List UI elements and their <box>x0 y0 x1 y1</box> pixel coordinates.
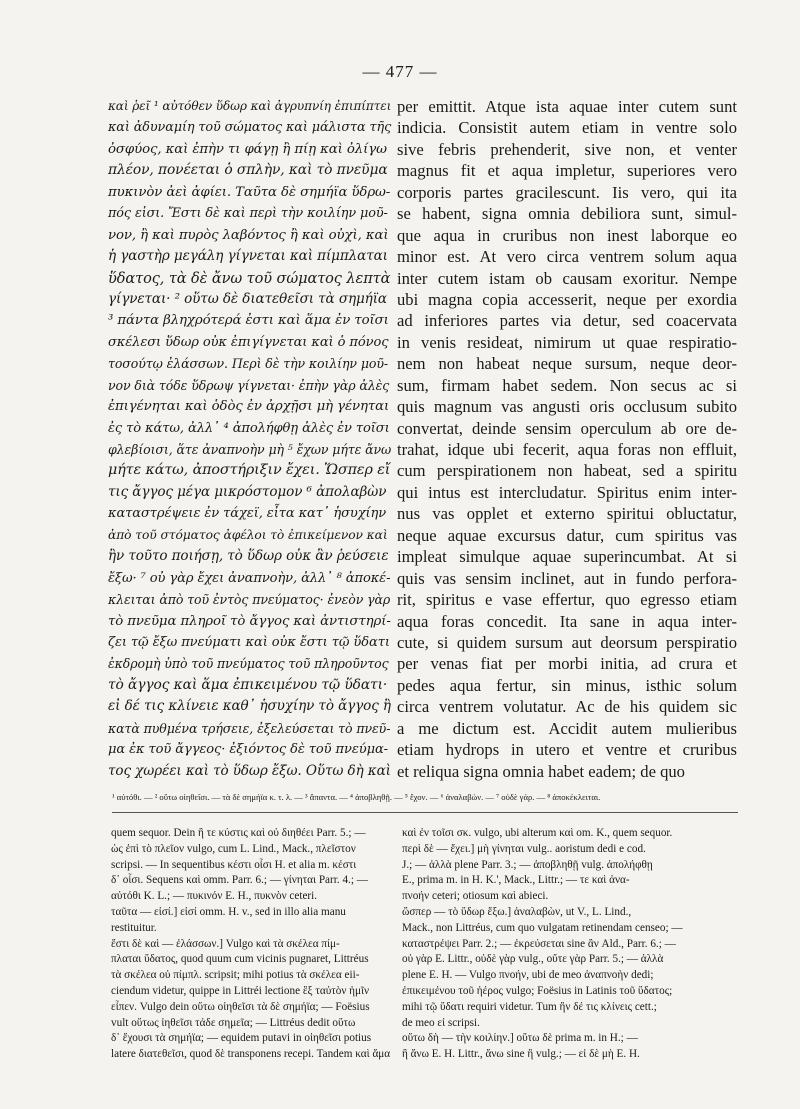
latin-text-line: cum perspirationem non habeat, sed a spiritu <box>397 461 737 481</box>
apparatus-line: οὕτω δὴ — τὴν κοιλίην.] οὕτω δὲ prima m. in H.; — <box>402 1032 638 1045</box>
latin-text-line: aqua foras concedit. Ita sane in aqua inter- <box>397 611 737 631</box>
greek-text-line: ³ πάντα βληχρότερά ἐστι καὶ ἅμα ἐν τοῖσι <box>108 313 389 329</box>
greek-text-line: μα ἐκ τοῦ ἄγγεος· ἐξιόντος δὲ τοῦ πνεύμα- <box>108 742 388 758</box>
latin-text-line: ubi magna copia accesserit, neque per exordia <box>397 289 737 309</box>
apparatus-line: Mack., non Littréus, cum quo vulgatam retinendam censeo; — <box>402 921 683 934</box>
apparatus-line: οὐ γὰρ E. Littr., οὐδὲ γὰρ vulg., οὔτε γὰρ Parr. 5.; — ἀλλὰ <box>402 953 664 966</box>
greek-text-line: κατὰ πυθμένα τρήσειε, ἐξελεύσεται τὸ πνεῦ- <box>108 720 391 736</box>
latin-text-line: inter cutem istam ob causam exoritur. Nempe <box>397 268 737 288</box>
greek-text-line: ὀσφύος, καὶ ἐπὴν τι φάγῃ ἢ πίῃ καὶ ὀλίγω <box>108 141 387 157</box>
apparatus-line: πνοήν ceteri; otiosum καὶ abieci. <box>402 890 549 903</box>
latin-text-line: per venas fiat per morbi initia, ad crura et <box>397 654 737 674</box>
latin-text-line: circa ventrem volutatur. Ac de his quidem sic <box>397 697 737 717</box>
apparatus-line: de meo εἰ scripsi. <box>402 1016 480 1029</box>
greek-text-line: ἔξω· ⁷ οὐ γὰρ ἔχει ἀναπνοὴν, ἀλλ᾽ ⁸ ἀποκέ- <box>108 570 391 586</box>
apparatus-line: scripsi. — In sequentibus κέστι οἷσι H. et alia m. κέστι <box>111 858 357 871</box>
apparatus-line: ταῦτα — εἰσί.] εἰσί omm. H. v., sed in illo alia manu <box>111 905 346 918</box>
apparatus-line: plene E. H. — Vulgo πνοήν, ubi de meo ἀναπνοὴν dedi; <box>402 969 654 982</box>
greek-text-line: τοσούτῳ ἐλάσσων. Περὶ δὲ τὴν κοιλίην μοῦ- <box>108 356 389 372</box>
footnote-divider <box>112 812 738 813</box>
apparatus-line: restituitur. <box>111 921 157 934</box>
greek-text-line: καὶ ῥεῖ ¹ αὐτόθεν ὕδωρ καὶ ἀγρυπνίη ἐπιπίπτει <box>108 99 392 113</box>
apparatus-line: vult οὕτως ἰηθεῖσι τάδε σημεῖα; — Littréus dedit οὕτω <box>111 1016 356 1029</box>
latin-text-line: pedes aqua fertur, sin minus, isthic solum <box>397 675 737 695</box>
apparatus-line: ἢ ἄνω E. H. Littr., ἄνω sine ἢ vulg.; — εἰ δὲ μὴ E. H. <box>402 1048 640 1061</box>
apparatus-line: αὐτόθι K. L.; — πυκινόν E. H., πυκνὸν ceteri. <box>111 890 318 903</box>
apparatus-line: δ᾽ οἷσι. Sequens καὶ omm. Parr. 6.; — γίνηται Parr. 4.; — <box>111 874 368 887</box>
greek-text-line: ἀπὸ τοῦ στόματος ἀφέλοι τὸ ἐπικείμενον καὶ <box>108 527 388 542</box>
latin-text-line: minor est. At vero circa ventrem solum aqua <box>397 247 737 267</box>
greek-text-line: ἐς τὸ κάτω, ἀλλ᾽ ⁴ ἀπολήφθῃ ἀλὲς ἐν τοῖσι <box>108 420 390 436</box>
latin-text-line: in venis resideat, nimirum ut quae respiratio- <box>397 332 737 352</box>
greek-text-line: πός εἰσι. Ἔστι δὲ καὶ περὶ τὴν κοιλίην μοῦ- <box>108 206 388 222</box>
apparatus-line: ὡς ἐπὶ τὸ πλεῖον vulgo, cum L. Lind., Mack., πλεῖστον <box>111 842 356 855</box>
apparatus-left-column <box>111 826 395 1063</box>
latin-text-line: indicia. Consistit autem etiam in ventre solo <box>397 118 737 138</box>
greek-text-line: καταστρέψειε ἐν τάχεϊ, εἶτα κατ᾽ ἡσυχίην <box>108 506 387 522</box>
greek-text-line: εἰ δέ τις κλίνειε καθ᾽ ἡσυχίην τὸ ἄγγος ἢ <box>108 698 391 715</box>
greek-text-line: ἐκδρομὴ ὑπὸ τοῦ πνεύματος τοῦ πληροῦντος <box>108 656 389 672</box>
apparatus-line: καταστρέψει Parr. 2.; — ἐκρεύσεται sine ἂν Ald., Parr. 6.; — <box>402 937 676 950</box>
latin-text-line: rit, spiritus e vase effertur, quo egresso etiam <box>397 590 737 610</box>
apparatus-line: περὶ δὲ — ἔχει.] μὴ γίνηται vulg.. aoristum dedi e cod. <box>402 842 646 855</box>
latin-text-line: convertat, deinde sensim operculum ab ore de- <box>397 418 737 438</box>
greek-text-line: ζει τῷ ἔξω πνεύματι καὶ οὐκ ἔστι τῷ ὕδατι <box>108 634 390 650</box>
latin-text-line: neque aquae excursus datur, cum spiritus vas <box>397 525 737 545</box>
apparatus-right-column <box>402 826 738 1063</box>
apparatus-line: δ᾽ ἔχουσι τὰ σημήϊα; — equidem putavi in οἰηθεῖσι potius <box>111 1032 372 1045</box>
apparatus-line: εἶπεν. Vulgo dein οὕτω οἰηθεῖσι τὰ δὲ σημήϊα; — Foësius <box>111 1000 370 1013</box>
latin-text-line: per emittit. Atque ista aquae inter cutem sunt <box>397 97 737 116</box>
greek-text-line: τος χωρέει καὶ τὸ ὕδωρ ἔξω. Οὕτω δὴ καὶ <box>108 762 391 779</box>
apparatus-line: E., prima m. in H. K.', Mack., Littr.; — τε καὶ ἀνα- <box>402 874 630 887</box>
apparatus-line: τὰ σκέλεα οὐ πίμπλ. scripsit; mihi potius τὰ σκέλεα eii- <box>111 969 360 982</box>
greek-text-line: τὸ ἄγγος καὶ ἅμα ἐπικειμένου τῷ ὕδατι· <box>108 676 388 693</box>
apparatus-line: ciendum videtur, quippe in Littréi lectione ἓξ ταὐτὸν ἡμῖν <box>111 984 370 997</box>
latin-text-line: etiam hydrops in utero et ventre et cruribus <box>397 740 737 760</box>
greek-text-line: ἢν τοῦτο ποιήσῃ, τὸ ὕδωρ οὐκ ἂν ῥεύσειε <box>108 548 389 565</box>
greek-text-line: ἡ γαστὴρ μεγάλη γίγνεται καὶ πίμπλαται <box>108 248 388 265</box>
apparatus-line: ἐπικειμένου τοῦ ἠέρος vulgo; Foësius in Latinis τοῦ ὕδατος; <box>402 984 673 997</box>
greek-text-line: νον διὰ τόδε ὕδρωψ γίγνεται· ἐπὴν γὰρ ἀλὲς <box>108 377 390 393</box>
latin-text-line: cute, si quidem sursum aut deorsum perspiratio <box>397 632 737 652</box>
latin-text-line: que aqua in cruribus non inest laborque eo <box>397 225 737 245</box>
latin-text-line: sum, firmam habet sedem. Non secus ac si <box>397 375 737 395</box>
page-number: — 477 — <box>362 62 438 81</box>
latin-text-line: corporis partes gracilescunt. Iis vero, qui ita <box>397 182 737 202</box>
apparatus-line: πλαται ὕδατος, quod quum cum vicinis pugnaret, Littréus <box>111 953 369 966</box>
greek-text-line: κλειται ἀπὸ τοῦ ἐντὸς πνεύματος· ἐνεὸν γὰρ <box>108 592 391 608</box>
footnote-variants: ¹ αὐτόθι. — ² οὕτω οἰηθεῖσι. — τὰ δὲ σημήϊα κ. τ. λ. — ³ ἅπαντα. — ⁴ ἀποβληθῇ. — ⁵ ἔχον. — ⁶ ἀναλαβὼν. — ⁷ οὐδὲ γάρ. — ⁸ ἀποκέκλειται. <box>112 792 601 802</box>
latin-text-line: nem non habeat neque sursum, neque deor- <box>397 354 737 374</box>
greek-text-line: καὶ ἀδυναμίη τοῦ σώματος καὶ μάλιστα τῆς <box>108 120 392 136</box>
apparatus-line: καὶ ἐν τοῖσι σκ. vulgo, ubi alterum καὶ om. K., quem sequor. <box>402 827 673 839</box>
greek-text-line: μήτε κάτω, ἀποστήριξιν ἔχει. Ὥσπερ εἴ <box>108 462 391 479</box>
apparatus-line: latere διατεθεῖσι, quod δὲ transponens recepi. Tandem καὶ ἅμα <box>111 1048 391 1061</box>
latin-text-line: ad inferiores partes via detur, sed coacervata <box>397 311 737 331</box>
greek-text-line: πυκινὸν ἀεὶ ἀφίει. Ταῦτα δὲ σημήϊα ὕδρω- <box>108 184 391 200</box>
latin-text-line: a me dictum est. Accidit autem mulieribus <box>397 718 737 738</box>
latin-text-line: se habent, signa omnia debiliora sunt, simul- <box>397 204 737 224</box>
greek-text-line: ἐπιγένηται καὶ ὁδὸς ἐν ἀρχῇσι μὴ γένηται <box>108 399 390 415</box>
greek-text-line: φλεβίοισι, ἅτε ἀναπνοὴν μὴ ⁵ ἔχων μήτε ἄνω <box>108 442 392 457</box>
latin-text-line: quis magnum vas angusti oris occlusum subito <box>397 397 737 417</box>
apparatus-line: J.; — ἀλλὰ plene Parr. 3.; — ἀποβληθῇ vulg. ἀπολήφθῃ <box>402 858 653 871</box>
greek-text-line: νον, ἢ καὶ πυρὸς λαβόντος ἢ καὶ οὐχὶ, καὶ <box>108 227 389 243</box>
latin-text-line: qui intus est intercludatur. Spiritus enim inter- <box>397 482 737 502</box>
latin-text-line: quis vas sensim inclinet, aut in fundo perfora- <box>397 568 737 588</box>
greek-text-line: πλέον, πονέεται ὁ σπλὴν, καὶ τὸ πνεῦμα <box>108 162 388 179</box>
latin-text-line: magnus fit et aqua impletur, superiores vero <box>397 161 737 181</box>
latin-text-line: impleat simulque aquae superincumbat. At si <box>397 547 737 567</box>
greek-text-line: σκέλεσι ὕδωρ οὐκ ἐπιγίγνεται καὶ ὁ πόνος <box>108 334 389 350</box>
latin-text-column <box>397 96 737 782</box>
latin-text-line: nus vas opplet et externo spiritui obluctatur, <box>397 504 737 524</box>
latin-text-line: et reliqua signa omnia habet eadem; de quo <box>397 761 685 781</box>
greek-text-line: τὸ πνεῦμα πληροῖ τὸ ἄγγος καὶ ἀντιστηρί- <box>108 613 391 629</box>
latin-text-line: sive febris prehenderit, sive non, et venter <box>397 139 737 159</box>
greek-text-column <box>108 96 390 782</box>
apparatus-line: mihi τῷ ὕδατι requiri videtur. Tum ἢν δέ τις κλίνεις cett.; <box>402 1000 657 1013</box>
apparatus-line: ἔστι δὲ καὶ — ἐλάσσων.] Vulgo καὶ τὰ σκέλεα πίμ- <box>111 937 340 950</box>
greek-text-line: γίγνεται· ² οὕτω δὲ διατεθεῖσι τὰ σημήϊα <box>108 290 387 307</box>
latin-text-line: trahat, idque ubi fecerit, aqua foras non effluit, <box>397 440 737 459</box>
apparatus-line: quem sequor. Dein ἢ τε κύστις καὶ οὐ διηθέει Parr. 5.; — <box>111 827 366 839</box>
apparatus-line: ὥσπερ — τὸ ὕδωρ ἔξω.] ἀναλαβὼν, ut V., L. Lind., <box>402 905 632 918</box>
greek-text-line: τις ἄγγος μέγα μικρόστομον ⁶ ἀπολαβὼν <box>108 483 387 500</box>
greek-text-line: ὕδατος, τὰ δὲ ἄνω τοῦ σώματος λεπτὰ <box>108 269 391 287</box>
